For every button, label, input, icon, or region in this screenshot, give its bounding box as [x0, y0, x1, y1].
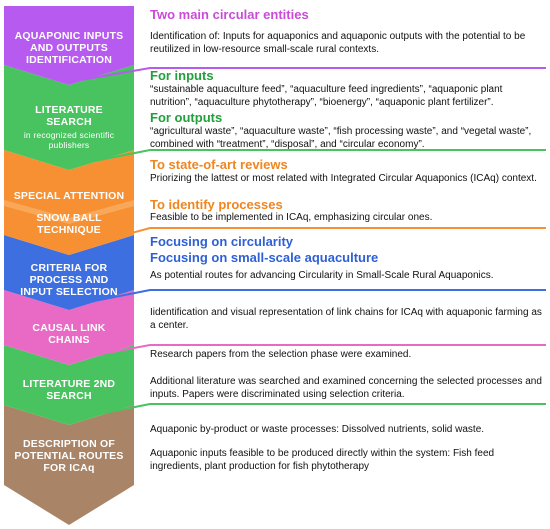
heading-focus-small-scale: Focusing on small-scale aquaculture [150, 250, 379, 265]
heading-focus-circularity: Focusing on circularity [150, 234, 294, 249]
connector-inputs-outputs [69, 68, 546, 82]
step-label-snow-ball: SNOW BALL TECHNIQUE [36, 212, 102, 236]
connector-inputs-outputs-dot [67, 80, 72, 85]
connector-criteria [69, 290, 546, 306]
heading-state-of-art: To state-of-art reviews [150, 157, 288, 172]
step-label-literature-search-sub: in recognized scientific publishers [23, 130, 115, 150]
text-inputs-feasible: Aquaponic inputs feasible to be produced directly within the system: Fish feed ingredients, plant production for fish phytotherapy [150, 448, 495, 472]
connector-literature-search-dot [67, 164, 72, 169]
heading-identify-processes: To identify processes [150, 197, 283, 212]
text-causal-link: Iidentification and visual representation of link chains for ICAq with aquaponic farming as a center. [150, 307, 542, 331]
text-research-papers: Research papers from the selection phase were examined. [150, 349, 412, 360]
connector-causal-link-dot [67, 358, 72, 363]
text-inputs-keywords: “sustainable aquaculture feed”, “aquaculture feed ingredients”, “aquaponic plant nutrition”, “aquaculture phytotherapy”, “bioenergy”, “aquaponic plant fertilizer”. [150, 84, 503, 108]
text-byproduct: Aquaponic by-product or waste processes: Dissolved nutrients, solid waste. [150, 424, 485, 435]
step-label-causal-link: CAUSAL LINK CHAINS [32, 322, 106, 346]
heading-for-outputs: For outputs [150, 110, 223, 125]
text-outputs-keywords: “agricultural waste”, “aquaculture waste”, “fish processing waste”, and “vegetal waste”, combined with “treatment”, “disposal”, and “circular economy”. [150, 126, 532, 150]
text-additional-literature: Additional literature was searched and examined concerning the selected processes and inputs. Papers were discriminated using selection criteria. [150, 376, 542, 400]
connector-criteria-dot [67, 304, 72, 309]
step-label-literature-search-title: LITERATURE SEARCH [35, 104, 103, 128]
heading-for-inputs: For inputs [150, 68, 214, 83]
step-label-literature-2nd: LITERATURE 2ND SEARCH [22, 378, 116, 402]
text-criteria: As potential routes for advancing Circularity in Small-Scale Rural Aquaponics. [150, 270, 494, 281]
connector-literature-search [69, 150, 546, 166]
step-label-literature-search [14, 104, 124, 150]
connector-special-attention [69, 228, 546, 250]
heading-two-entities: Two main circular entities [150, 7, 309, 22]
step-label-criteria: CRITERIA FOR PROCESS AND INPUT SELECTION [20, 262, 118, 298]
text-state-of-art: Priorizing the lattest or most related with Integrated Circular Aquaponics (ICAq) context. [150, 173, 537, 184]
step-label-special-attention: SPECIAL ATTENTION [13, 190, 125, 202]
step-label-description-routes: DESCRIPTION OF POTENTIAL ROUTES FOR ICAq [14, 438, 124, 474]
connector-literature-2nd-dot [67, 418, 72, 423]
connector-special-attention-dot [67, 248, 72, 253]
text-identification: Identification of: Inputs for aquaponics and aquaponic outputs with the potential to be reutilized in low-resource small-scale rural contexts. [150, 31, 526, 55]
step-label-inputs-outputs: AQUAPONIC INPUTS AND OUTPUTS IDENTIFICATION [14, 30, 124, 66]
connector-literature-2nd [69, 404, 546, 420]
text-identify-processes: Feasible to be implemented in ICAq, emphasizing circular ones. [150, 212, 433, 223]
